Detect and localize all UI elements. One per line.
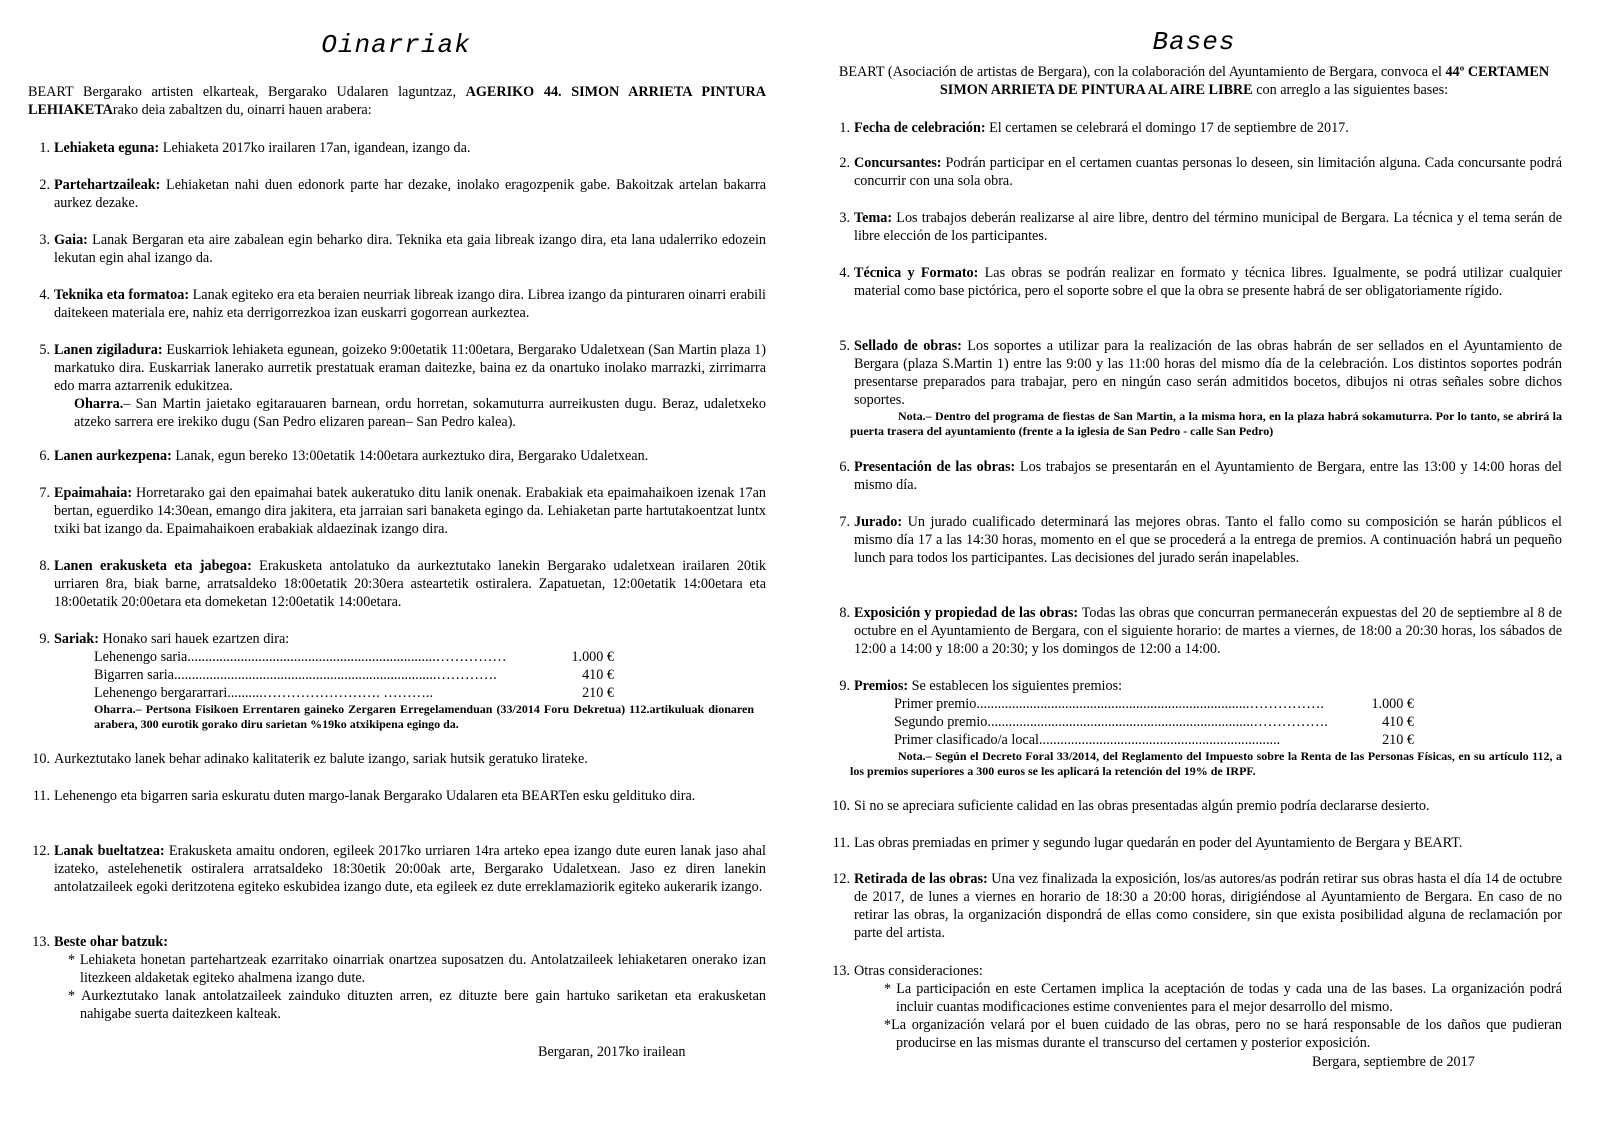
spanish-extra-notes: * La participación en este Certamen implica la aceptación de todas y cada una de las bases. La organización podrá incluir cuantas modificaciones estime convenientes para el mejor desarrollo del mismo. *La organización velará por el buen cuidado de las obras, pero no se hará responsable de los daños que pudieran producirse en las mismas durante el transcurso del certamen y posterior exposición. [884, 981, 1562, 1051]
spanish-rule-5: 5. Sellado de obras: Los soportes a utilizar para la realización de las obras habrán de ser sellados en el Ayuntamiento de Bergara (plaza S.Martin 1) entre las 9:00 y las 11:00 horas del mismo día de la celebración. Los distintos soportes podrán presentarse preparados para trabajar, pero en ningún caso serán admitidos bocetos, dibujos ni otras señales sobre dichos soportes. Nota.– Dentro del programa de fiestas de San Martin, a la misma hora, en la plaza habrá sokamuturra. Por lo tanto, se abrirá la puerta trasera del ayuntamiento (frente a la iglesia de San Pedro - calle San Pedro) [839, 338, 1562, 438]
spanish-prize-note: Nota.– Según el Decreto Foral 33/2014, del Reglamento del Impuesto sobre la Renta de las Personas Físicas, en su artículo 112, a los premios superiores a 300 euros se les aplicará la retención del 19% de IRPF. [850, 749, 1562, 778]
basque-rule-4: 4. Teknika eta formatoa: Lanak egiteko era eta beraien neurriak libreak izango dira. Librea izango da pinturaren oinarri erabili daitekeen materiala ere, nahiz eta derrigorrezkoa izan euskarri gogorrean aurkeztea. [39, 287, 766, 321]
basque-rule-3: 3. Gaia: Lanak Bergaran eta aire zabalean egin beharko dira. Teknika eta gaia libreak izango dira, eta lana udalerriko edozein lekutan egin ahal izango da. [39, 232, 766, 266]
basque-prize-row: Bigarren saria ..........................................................................…………. 410 € [94, 667, 614, 683]
spanish-rule-1: 1. Fecha de celebración: El certamen se celebrará el domingo 17 de septiembre de 2017. [839, 120, 1349, 136]
spanish-prize-list [894, 695, 1562, 749]
spanish-rule-7: 7. Jurado: Un jurado cualificado determinará las mejores obras. Tanto el fallo como su composición se harán públicos el mismo día 17 a las 14:30 horas, momento en el que se procederá a la entrega de premios. A continuación habrá un pequeño lunch para todos los participantes. Las decisiones del jurado serán inapelables. [839, 514, 1562, 566]
spanish-rule-8: 8. Exposición y propiedad de las obras: Todas las obras que concurran permanecerán expuestas del 20 de septiembre al 8 de octubre en el Ayuntamiento de Bergara, con el siguiente horario: de martes a viernes, de 18:00 a 20:30 horas, los sábados de 12:00 a 14:00 y 18:00 a 20:30; y los domingos de 12:00 a 14:00. [839, 605, 1562, 657]
basque-rule-8: 8. Lanen erakusketa eta jabegoa: Erakusketa antolatuko da aurkeztutako lanekin Bergarako udaletxean irailaren 20tik urriaren 8ra, biak barne, arratsaldeko 18:00etatik 20:30era asteartetik ostiralera. Zapatuetan, 12:00etatik 14:00etara eta 18:00etatik 20:00etara eta domeketan 12:00etatik 14:00etara. [39, 558, 766, 610]
basque-rule-7: 7. Epaimahaia: Horretarako gai den epaimahai batek aukeratuko ditu lanik onenak. Erabakiak eta epaimahaikoen izenak 17an bertan, eguerdiko 14:30ean, emango dira jakitera, eta jarraian sari banaketa egingo da. Lehiaketan parte hartutakoentzat luntx txiki bat izango da. Epaimahaikoen erabakiak aldaezinak izango dira. [39, 485, 766, 537]
spanish-signature: Bergara, septiembre de 2017 [1312, 1054, 1475, 1070]
spanish-rule-9: 9. Premios: Se establecen los siguientes premios: Primer premio .............................................................................……………. 1.000 € Segundo premio ...........................................................................……………. 410 € Primer clasificado/a local .................................................................... 210 € Nota.– Según el Decreto Foral 33/2014, del Reglamento del Impuesto sobre la Renta de las Personas Físicas, en su artículo 112, a los premios superiores a 300 euros se les aplicará la retención del 19% de IRPF. [839, 678, 1562, 778]
basque-prize-row: Lehenengo bergararrari ..........……………………. ……….. 210 € [94, 685, 614, 701]
basque-signature: Bergaran, 2017ko irailean [538, 1044, 686, 1060]
spanish-rule-2: 2. Concursantes: Podrán participar en el certamen cuantas personas lo deseen, sin limitación alguna. Cada concursante podrá concurrir con una sola obra. [839, 155, 1562, 189]
basque-prize-row: Lehenengo saria ......................................................................…………… 1.000 € [94, 649, 614, 665]
spanish-rule-6: 6. Presentación de las obras: Los trabajos se presentarán en el Ayuntamiento de Bergara, entre las 13:00 y 14:00 horas del mismo día. [839, 459, 1562, 493]
basque-rule-2: 2. Partehartzaileak: Lehiaketan nahi duen edonork parte har dezake, inolako eragozpenik gabe. Bakoitzak artelan bakarra aurkez dezake. [39, 177, 766, 211]
basque-rule-6: 6. Lanen aurkezpena: Lanak, egun bereko 13:00etatik 14:00etara aurkeztuko dira, Bergarako Udaletxean. [39, 448, 649, 464]
spanish-rule-10: 10. Si no se apreciara suficiente calidad en las obras presentadas algún premio podría declararse desierto. [832, 798, 1430, 814]
spanish-prize-row: Segundo premio ...........................................................................……………. 410 € [894, 714, 1414, 730]
spanish-rule-4: 4. Técnica y Formato: Las obras se podrán realizar en formato y técnica libres. Igualmente, se podrá utilizar cualquier material como base pictórica, pero el soporte sobre el que la obra se presente habrá de ser obligatoriamente rígido. [839, 265, 1562, 299]
basque-extra-notes: * Lehiaketa honetan partehartzeak ezarritako oinarriak onartzea suposatzen du. Antolatzaileek lehiaketaren onerako izan litezkeen aldaketak egiteko ahalmena izango dute. * Aurkeztutako lanak antolatzaileek zainduko dituzten arren, ez dituzte bere gain hartuko sariketan eta erakusketan nahigabe suerta daitezkeen kalteak. [68, 952, 766, 1022]
basque-rule-9: 9. Sariak: Honako sari hauek ezartzen dira: Lehenengo saria ......................................................................…………… 1.000 € Bigarren saria ..........................................................................…………. 410 € Lehenengo bergararrari ..........……………………. ……….. 210 € Oharra.– Pertsona Fisikoen Errentaren gaineko Zergaren Erregelamenduan (33/2014 Foru Dekretua) 112.artikuluak dionaren arabera, 300 eurotik gorako diru sarietan %19ko atxikipena egingo da. [26, 630, 766, 732]
basque-intro: BEART Bergarako artisten elkarteak, Bergarako Udalaren laguntzaz, AGERIKO 44. SIMON ARRIETA PINTURA LEHIAKETArako deia zabaltzen du, oinarri hauen arabera: [28, 84, 767, 118]
spanish-rule-12: 12. Retirada de las obras: Una vez finalizada la exposición, los/as autores/as podrán retirar sus obras hasta el día 14 de octubre de 2017, de lunes a viernes en horario de 18:30 a 20:00 horas, dirigiéndose al Ayuntamiento de Bergara. En caso de no retirar las obras, la organización dispondrá de ellas como considere, sin que exista posibilidad alguna de reclamación por parte del artista. [832, 871, 1562, 941]
spanish-rule-13: 13. Otras consideraciones: * La participación en este Certamen implica la aceptación de todas y cada una de las bases. La organización podrá incluir cuantas modificaciones estime convenientes para el mejor desarrollo del mismo. *La organización velará por el buen cuidado de las obras, pero no se hará responsable de los daños que pudieran producirse en las mismas durante el transcurso del certamen y posterior exposición. [832, 963, 1562, 1051]
spanish-prize-row: Primer clasificado/a local .................................................................... 210 € [894, 732, 1414, 748]
basque-rule-10: 10. Aurkeztutako lanek behar adinako kalitaterik ez balute izango, sariak hutsik geratuko lirateke. [32, 751, 588, 767]
basque-rule-11: 11. Lehenengo eta bigarren saria eskuratu duten margo-lanak Bergarako Udalaren eta BEARTen esku geldituko dira. [32, 788, 696, 804]
spanish-prize-row: Primer premio .............................................................................……………. 1.000 € [894, 696, 1414, 712]
spanish-rule-5-note: Nota.– Dentro del programa de fiestas de San Martin, a la misma hora, en la plaza habrá sokamuturra. Por lo tanto, se abrirá la puerta trasera del ayuntamiento (frente a la iglesia de San Pedro - calle San Pedro) [850, 409, 1562, 438]
basque-prize-note: Oharra.– Pertsona Fisikoen Errentaren gaineko Zergaren Erregelamenduan (33/2014 Foru Dekretua) 112.artikuluak dionaren arabera, 300 eurotik gorako diru sarietan %19ko atxikipena egingo da. [94, 702, 754, 731]
basque-prize-list [94, 648, 766, 732]
basque-rule-13: 13. Beste ohar batzuk: * Lehiaketa honetan partehartzeak ezarritako oinarriak onartzea suposatzen du. Antolatzaileek lehiaketaren onerako izan litezkeen aldaketak egiteko ahalmena izango dute. * Aurkeztutako lanak antolatzaileek zainduko dituzten arren, ez dituzte bere gain hartuko sariketan eta erakusketan nahigabe suerta daitezkeen kalteak. [32, 934, 766, 1022]
basque-rule-1: 1. Lehiaketa eguna: Lehiaketa 2017ko irailaren 17an, igandean, izango da. [39, 140, 471, 156]
basque-title: Oinarriak [321, 30, 471, 60]
spanish-rule-3: 3. Tema: Los trabajos deberán realizarse al aire libre, dentro del término municipal de Bergara. La técnica y el tema serán de libre elección de los participantes. [839, 210, 1562, 244]
basque-rule-5-note: Oharra.– San Martin jaietako egitarauaren barnean, ordu horretan, sokamuturra aurreikusten dugu. Beraz, udaletxeko atzeko sarrera ere irekiko dugu (San Pedro elizaren parean– San Pedro kalea). [74, 396, 766, 430]
spanish-title: Bases [1152, 27, 1236, 57]
spanish-intro: BEART (Asociación de artistas de Bergara), con la colaboración del Ayuntamiento de Bergara, convoca el 44º CERTAMEN SIMON ARRIETA DE PINTURA AL AIRE LIBRE con arreglo a las siguientes bases: [838, 64, 1550, 98]
basque-rule-5: 5. Lanen zigiladura: Euskarriok lehiaketa egunean, goizeko 9:00etatik 11:00etara, Bergarako Udaletxean (San Martin plaza 1) markatuko dira. Euskarriak lanerako aurretik prestatuak eraman daitezke, baina ez da onartuko inolako marrazki, zirrimarra edo marra aztarrenik edukitzea. Oharra.– San Martin jaietako egitarauaren barnean, ordu horretan, sokamuturra aurreikusten dugu. Beraz, udaletxeko atzeko sarrera ere irekiko dugu (San Pedro elizaren parean– San Pedro kalea). [39, 342, 766, 430]
spanish-rule-11: 11. Las obras premiadas en primer y segundo lugar quedarán en poder del Ayuntamiento de Bergara y BEART. [832, 835, 1463, 851]
basque-rule-12: 12. Lanak bueltatzea: Erakusketa amaitu ondoren, egileek 2017ko urriaren 14ra arteko epea izango dute euren lanak jaso ahal izateko, astelehenetik ostiralera arratsaldeko 18:30etik 20:00ak arte, Bergarako Udaletxean. Jaso ez diren lanekin antolatzaileek egoki deritzotena egiteko eskubidea izango dute, eta egileek ez dute erreklamaziorik egiteko aukerarik izango. [32, 843, 766, 895]
